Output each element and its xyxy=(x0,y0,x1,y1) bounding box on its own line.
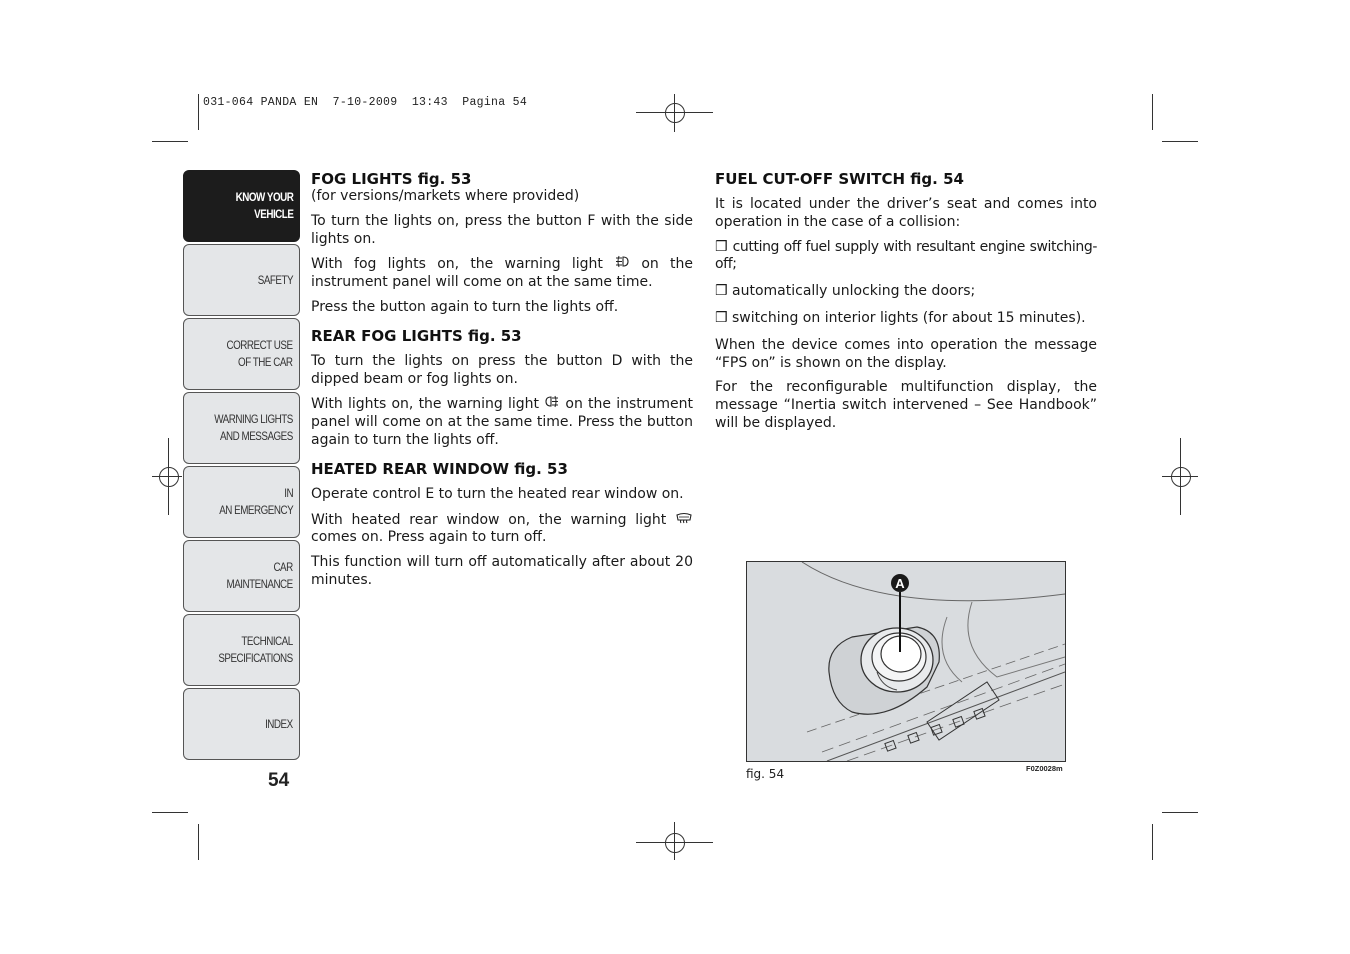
crop-mark xyxy=(1162,812,1198,813)
tab-safety[interactable]: SAFETY xyxy=(183,244,300,316)
paragraph: This function will turn off automatically after about 20 minutes. xyxy=(311,554,693,588)
front-fog-light-icon xyxy=(614,255,630,274)
list-item: ❒ cutting off fuel supply with resultant engine switching-off; xyxy=(715,238,1098,273)
tab-index[interactable]: INDEX xyxy=(183,688,300,760)
left-column xyxy=(311,170,693,597)
tab-warning-lights[interactable]: WARNING LIGHTS AND MESSAGES xyxy=(183,392,300,464)
paragraph: Operate control E to turn the heated rear window on. xyxy=(311,485,684,502)
crop-mark xyxy=(152,812,188,813)
checkbox-bullet-icon: ❒ xyxy=(715,309,728,326)
tab-emergency[interactable]: IN AN EMERGENCY xyxy=(183,466,300,538)
registration-mark xyxy=(665,833,685,853)
fuel-cutoff-switch-illustration xyxy=(746,561,1066,762)
tab-technical-specifications[interactable]: TECHNICAL SPECIFICATIONS xyxy=(183,614,300,686)
checkbox-bullet-icon: ❒ xyxy=(715,283,728,300)
paragraph: With fog lights on, the warning light on the instrument panel will come on at the same time. xyxy=(311,256,693,291)
callout-label: A xyxy=(895,576,905,591)
list-item: ❒ switching on interior lights (for about 15 minutes). xyxy=(715,309,1086,326)
figure-code: F0Z0028m xyxy=(1026,764,1063,773)
paragraph: To turn the lights on press the button D with the dipped beam or fog lights on. xyxy=(311,352,693,387)
checkbox-bullet-icon: ❒ xyxy=(715,238,728,255)
paragraph: For the reconfigurable multifunction display, the message “Inertia switch intervened – See Handbook” will be displayed. xyxy=(715,379,1097,431)
print-header: 031-064 PANDA EN 7-10-2009 13:43 Pagina 54 xyxy=(203,96,528,109)
heated-rear-window-icon xyxy=(675,511,693,530)
rear-fog-light-icon xyxy=(544,395,560,414)
paragraph: Press the button again to turn the lights off. xyxy=(311,298,619,315)
tab-car-maintenance[interactable]: CAR MAINTENANCE xyxy=(183,540,300,612)
right-column xyxy=(715,170,1097,440)
crop-mark xyxy=(1152,94,1153,130)
fuel-switch-drawing xyxy=(747,562,1065,761)
section-tabs xyxy=(183,170,300,762)
crop-mark xyxy=(1152,824,1153,860)
registration-mark xyxy=(159,467,179,487)
registration-mark xyxy=(665,103,685,123)
paragraph: When the device comes into operation the message “FPS on” is shown on the display. xyxy=(715,336,1097,371)
paragraph: It is located under the driver’s seat and comes into operation in the case of a collision: xyxy=(715,196,1097,230)
fuel-cutoff-heading: FUEL CUT-OFF SWITCH fig. 54 xyxy=(715,170,964,188)
tab-correct-use[interactable]: CORRECT USE OF THE CAR xyxy=(183,318,300,390)
figure-caption: fig. 54 xyxy=(746,767,785,781)
paragraph: With lights on, the warning light on the instrument panel will come on at the same time. Press the button again to turn the lights off. xyxy=(311,396,693,448)
crop-mark xyxy=(152,141,188,142)
fog-lights-subtitle: (for versions/markets where provided) xyxy=(311,188,580,204)
heated-rear-window-heading: HEATED REAR WINDOW fig. 53 xyxy=(311,459,568,478)
page-number: 54 xyxy=(268,770,290,791)
list-item: ❒ automatically unlocking the doors; xyxy=(715,283,976,300)
crop-mark xyxy=(198,94,199,130)
paragraph: With heated rear window on, the warning light comes on. Press again to turn off. xyxy=(311,511,693,548)
fog-lights-heading: FOG LIGHTS fig. 53 xyxy=(311,170,472,188)
crop-mark xyxy=(1162,141,1198,142)
registration-mark xyxy=(1171,467,1191,487)
crop-mark xyxy=(198,824,199,860)
paragraph: To turn the lights on, press the button F with the side lights on. xyxy=(311,212,693,247)
tab-know-your-vehicle[interactable]: KNOW YOUR VEHICLE xyxy=(183,170,300,242)
rear-fog-lights-heading: REAR FOG LIGHTS fig. 53 xyxy=(311,326,522,345)
